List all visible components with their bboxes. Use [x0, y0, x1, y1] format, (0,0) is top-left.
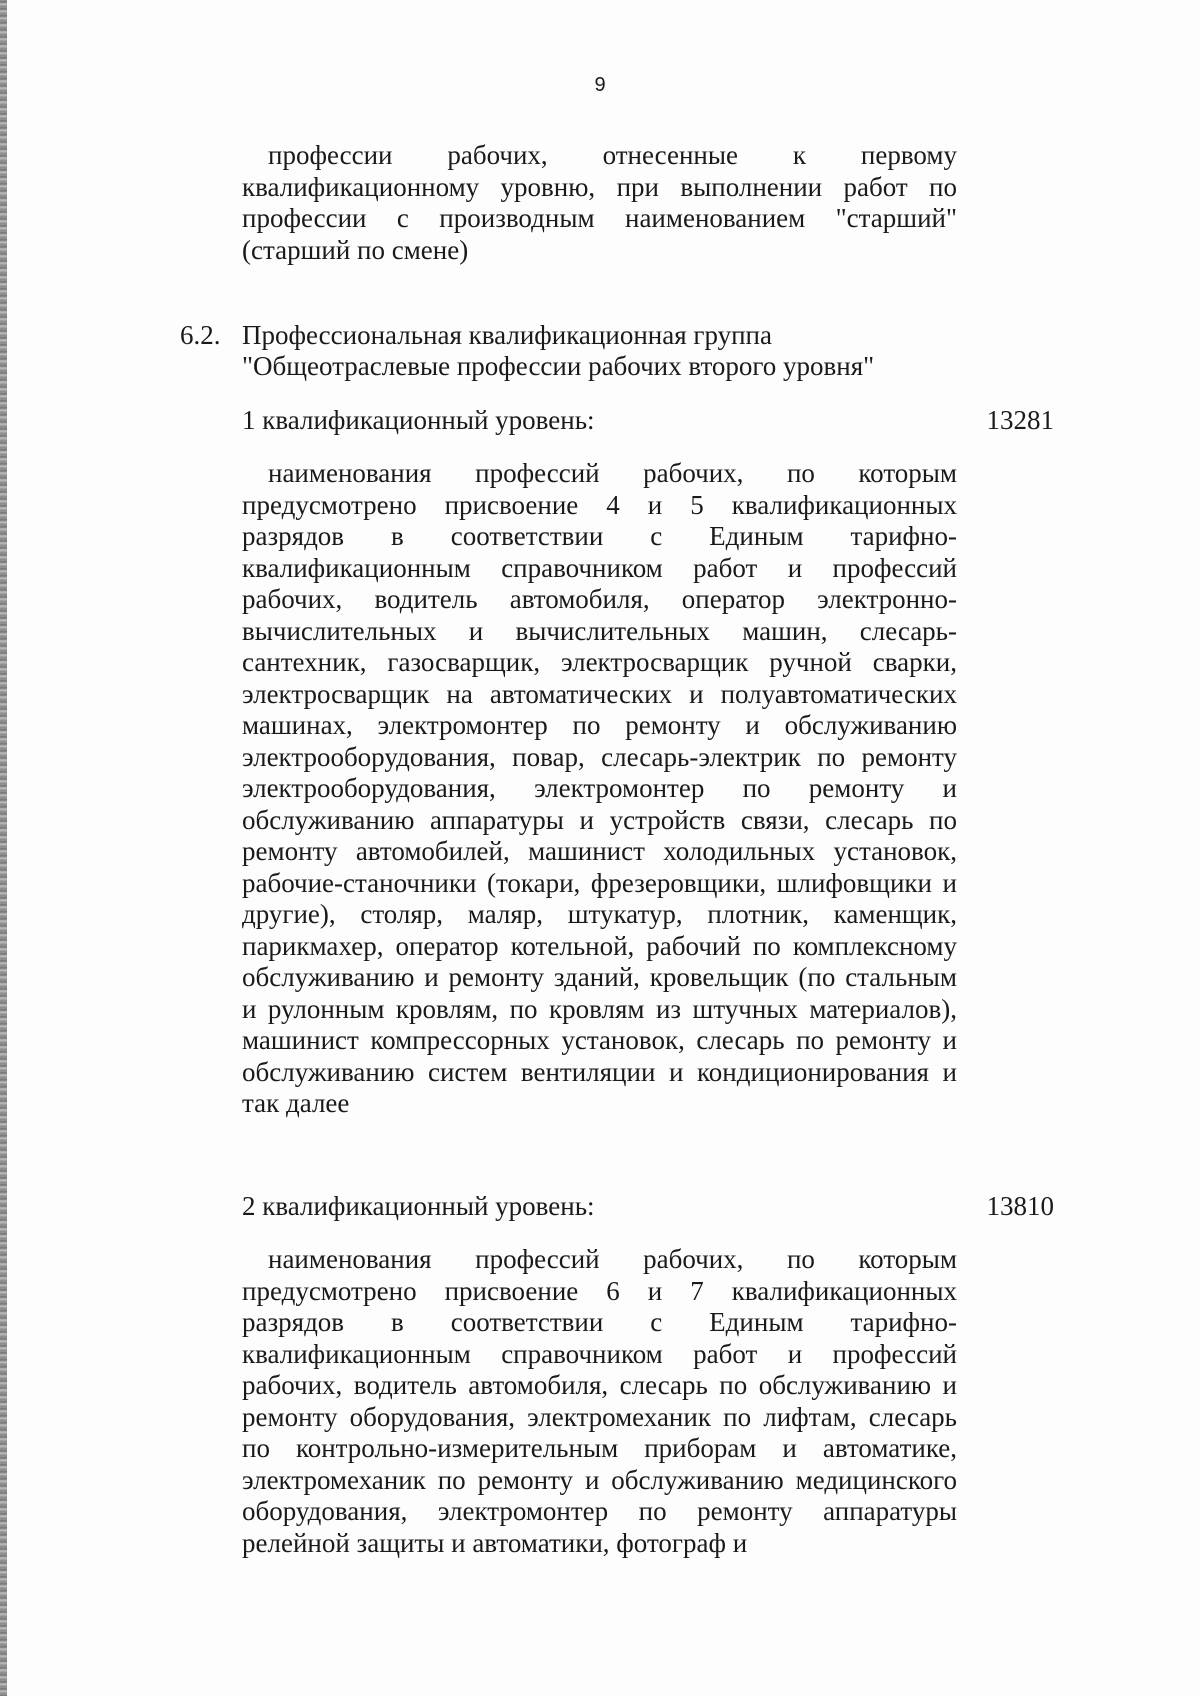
page-number: 9 [594, 74, 606, 96]
level-1-label: 1 квалификационный уровень: [242, 405, 595, 435]
section-title-line-1: Профессиональная квалификационная группа [242, 320, 772, 350]
level-1-description: наименования профессий рабочих, по которым предусмотрено присвоение 4 и 5 квалификационных разрядов в соответствии с Единым тарифно-квалификационным справочником работ и профессий рабочих, водитель автомобиля, оператор электронно-вычислительных и вычислительных машин, слесарь-сантехник, газосварщик, электросварщик ручной сварки, электросварщик на автоматических и полуавтоматических машинах, электромонтер по ремонту и обслуживанию электрооборудования, повар, слесарь-электрик по ремонту электрооборудования, электромонтер по ремонту и обслуживанию аппаратуры и устройств связи, слесарь по ремонту автомобилей, машинист холодильных установок, рабочие-станочники (токари, фрезеровщики, шлифовщики и другие), столяр, маляр, штукатур, плотник, каменщик, парикмахер, оператор котельной, рабочий по комплексному обслуживанию и ремонту зданий, кровельщик (по стальным и рулонным кровлям, по кровлям из штучных материалов), машинист компрессорных установок, слесарь по ремонту и обслуживанию систем вентиляции и кондиционирования и так далее [242, 458, 957, 1118]
level-2-value: 13810 [986, 1191, 1054, 1221]
level-1-value: 13281 [986, 405, 1054, 435]
section-title-line-2: "Общеотраслевые профессии рабочих второго уровня" [242, 351, 875, 381]
level-2-description: наименования профессий рабочих, по которым предусмотрено присвоение 6 и 7 квалификационных разрядов в соответствии с Единым тарифно-квалификационным справочником работ и профессий рабочих, водитель автомобиля, слесарь по обслуживанию и ремонту оборудования, электромеханик по лифтам, слесарь по контрольно-измерительным приборам и автоматике, электромеханик по ремонту и обслуживанию медицинского оборудования, электромонтер по ремонту аппаратуры релейной защиты и автоматики, фотограф и [242, 1244, 957, 1558]
section-heading [242, 320, 874, 382]
level-2-label: 2 квалификационный уровень: [242, 1191, 595, 1221]
scan-edge-shadow [0, 0, 7, 1696]
section-number: 6.2. [180, 320, 221, 350]
intro-paragraph: профессии рабочих, отнесенные к первому квалификационному уровню, при выполнении работ по профессии с производным наименованием "старший" (старший по смене) [242, 140, 957, 265]
